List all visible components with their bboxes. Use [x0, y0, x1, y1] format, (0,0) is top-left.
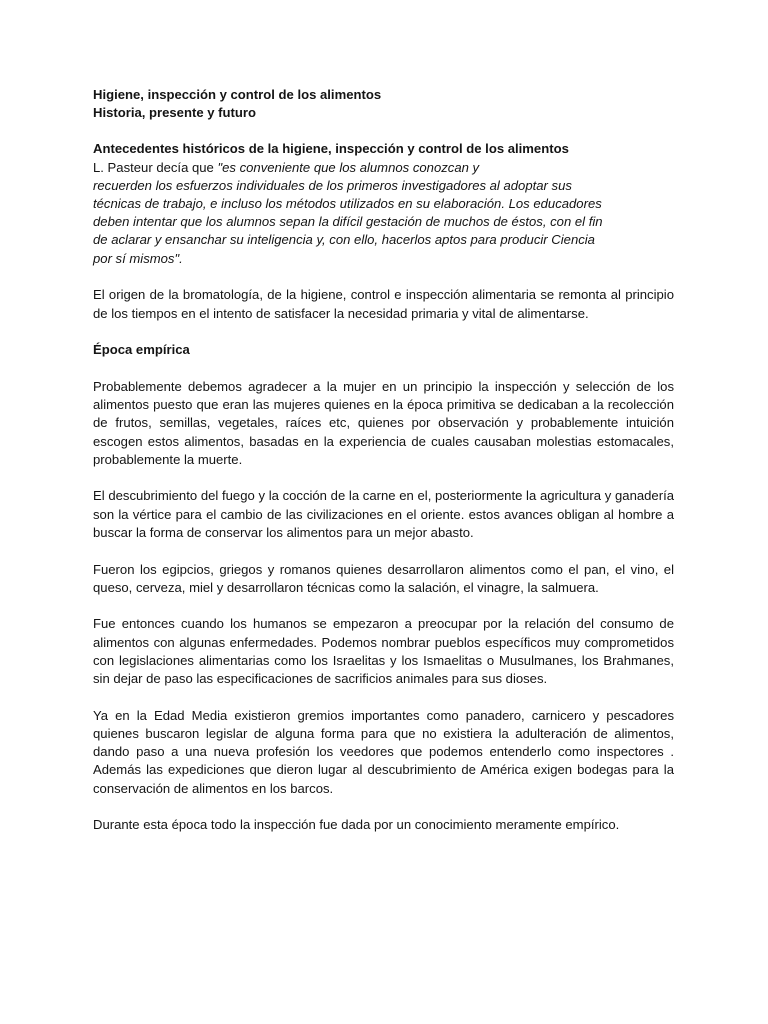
paragraph: Ya en la Edad Media existieron gremios importantes como panadero, carnicero y pescadores quienes buscaron legislar de alguna forma para que no existiera la adulteración de alimentos, dando paso a una nueva profesión los veedores que podemos entenderlo como inspectores . Además las expediciones que dieron lugar al descubrimiento de América exigen bodegas para la conservación de alimentos en los barcos.	[93, 707, 674, 796]
quote-intro: L. Pasteur decía que	[93, 159, 218, 175]
paragraph: El descubrimiento del fuego y la cocción de la carne en el, posteriormente la agricultura y ganadería son la vértice para el cambio de las civilizaciones en el oriente. estos avances obligan al hombre a buscar la forma de conservar los alimentos para un mejor abasto.	[93, 488, 674, 540]
paragraph: Durante esta época todo la inspección fue dada por un conocimiento meramente empírico.	[93, 817, 620, 833]
paragraph: Fueron los egipcios, griegos y romanos quienes desarrollaron alimentos como el pan, el vino, el queso, cerveza, miel y desarrollaron técnicas como la salación, el vinagre, la salmuera.	[93, 561, 674, 595]
document-title: Higiene, inspección y control de los alimentos	[93, 87, 382, 102]
quote-line-4: deben intentar que los alumnos sepan la difícil gestación de muchos de éstos, con el fin	[93, 214, 603, 230]
paragraph: Fue entonces cuando los humanos se empezaron a preocupar por la relación del consumo de alimentos con algunas enfermedades. Podemos nombrar pueblos específicos muy comprometidos con legislaciones alimentarias como los Israelitas y los Ismaelitas o Musulmanes, los Brahmanes, sin dejar de paso las especificaciones de sacrificios animales para sus dioses.	[93, 616, 674, 687]
paragraph: Probablemente debemos agradecer a la mujer en un principio la inspección y selección de los alimentos puesto que eran las mujeres quienes en la época primitiva se dedicaban a la recolección de frutos, semillas, vegetales, raíces etc, quienes por observación y probablemente intuición escogen estos alimentos, basadas en la experiencia de cuales causaban molestias estomacales, probablemente la muerte.	[93, 378, 674, 467]
spacer	[93, 469, 674, 488]
spacer	[93, 542, 674, 561]
quote-text: "es conveniente que los alumnos conozcan y	[217, 159, 480, 175]
document-page	[93, 86, 674, 835]
spacer	[93, 798, 674, 817]
epoch-heading: Época empírica	[93, 342, 190, 358]
spacer	[93, 597, 674, 616]
quote-line-2: recuerden los esfuerzos individuales de los primeros investigadores al adoptar sus	[93, 177, 572, 193]
spacer	[93, 688, 674, 707]
quote-line-3: técnicas de trabajo, e incluso los métodos utilizados en su elaboración. Los educadores	[93, 196, 602, 212]
spacer	[93, 359, 674, 378]
intro-paragraph: El origen de la bromatología, de la higiene, control e inspección alimentaria se remonta al principio de los tiempos en el intento de satisfacer la necesidad primaria y vital de alimentarse.	[93, 287, 674, 321]
spacer	[93, 323, 674, 342]
document-subtitle: Historia, presente y futuro	[93, 105, 256, 121]
quote-line-6: por sí mismos".	[93, 250, 183, 266]
quote-line-1	[93, 159, 674, 177]
spacer	[93, 268, 674, 287]
quote-line-5: de aclarar y ensanchar su inteligencia y, con ello, hacerlos aptos para producir Ciencia	[93, 232, 595, 248]
spacer	[93, 122, 674, 140]
section-heading: Antecedentes históricos de la higiene, inspección y control de los alimentos	[93, 141, 569, 157]
